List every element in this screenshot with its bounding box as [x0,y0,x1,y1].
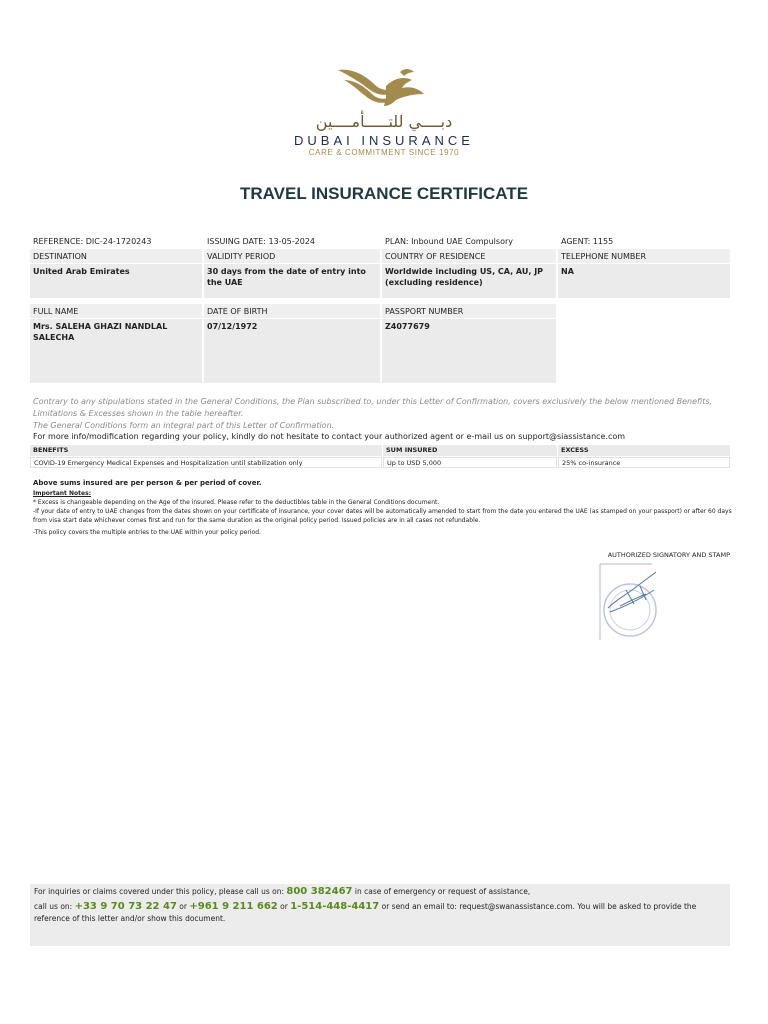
brand-name: DUBAI INSURANCE [294,133,474,148]
destination-value: United Arab Emirates [30,264,202,298]
disclaimer-contact: For more info/modification regarding your policy, kindly do not hesitate to contact your authorized agent or e-mail us on support@siassistance.com [33,432,626,441]
benefits-header: BENEFITS [30,445,382,456]
footer-line-1 [34,886,724,898]
footer-email-text: or send an email to: request@swanassistance.com. You will be asked to provide the reference of this letter and/or show this document. [34,902,697,923]
issuing-date: ISSUING DATE: 13-05-2024 [204,234,380,248]
footer-intro-text: For inquiries or claims covered under this policy, please call us on: [34,887,287,896]
footer-emergency-text: in case of emergency or request of assistance, [352,887,531,896]
validity-value: 30 days from the date of entry into the UAE [204,264,380,298]
passport-value: Z4077679 [382,319,556,383]
sums-insured-note: Above sums insured are per person & per period of cover. [33,479,262,487]
sum-insured-cell: Up to USD 5,000 [383,457,557,468]
phone-canada[interactable]: 1-514-448-4417 [290,901,380,912]
footer-contact-box [30,884,730,946]
agent: AGENT: 1155 [558,234,730,248]
dubai-insurance-falcon-logo [330,64,440,112]
telephone-label: TELEPHONE NUMBER [558,249,730,263]
dob-value: 07/12/1972 [204,319,380,383]
reference: REFERENCE: DIC-24-1720243 [30,234,202,248]
disclaimer-coverage: Contrary to any stipulations stated in the General Conditions, the Plan subscribed to, under this Letter of Confirmation, covers exclusively the below mentioned Benefits, Limitations & Excesses shown in the table hereafter. [33,397,713,418]
footer-or-text: or [277,902,291,911]
phone-lebanon[interactable]: +961 9 211 662 [189,901,278,912]
residence-value: Worldwide including US, CA, AU, JP (excluding residence) [382,264,556,298]
sum-insured-header: SUM INSURED [383,445,557,456]
disclaimer-general-conditions: The General Conditions form an integral part of this Letter of Confirmation. [33,421,335,430]
note-excess: * Excess is changeable depending on the Age of the insured. Please refer to the deductibles table in the General Conditions document. [33,499,440,506]
signatory-label: AUTHORIZED SIGNATORY AND STAMP [607,551,730,559]
note-entry-date: -If your date of entry to UAE changes from the dates shown on your certificate of insurance, your cover dates will be automatically amended to start from the date you entered the UAE (as stamped on your passport) or after 60 days from visa start date whichever comes first and run for the same duration as the original policy period. Issued policies are in all cases not refundable. [33,508,732,524]
signature-stamp [596,560,666,644]
phone-main[interactable]: 800 382467 [286,886,353,897]
document-title: TRAVEL INSURANCE CERTIFICATE [239,184,529,203]
dob-label: DATE OF BIRTH [204,304,380,318]
excess-cell: 25% co-insurance [558,457,730,468]
excess-header: EXCESS [558,445,730,456]
telephone-value: NA [558,264,730,298]
brand-tagline: CARE & COMMITMENT SINCE 1970 [308,148,460,157]
footer-or-text: or [176,902,190,911]
important-notes-heading: Important Notes: [33,490,92,497]
note-multiple-entries: -This policy covers the multiple entries to the UAE within your policy period. [33,529,261,536]
plan: PLAN: Inbound UAE Compulsory [382,234,556,248]
phone-france[interactable]: +33 9 70 73 22 47 [74,901,177,912]
fullname-value: Mrs. SALEHA GHAZI NANDLAL SALECHA [30,319,202,383]
destination-label: DESTINATION [30,249,202,263]
residence-label: COUNTRY OF RESIDENCE [382,249,556,263]
footer-call-text: call us on: [34,902,75,911]
benefit-cell: COVID-19 Emergency Medical Expenses and Hospitalization until stabilization only [30,457,382,468]
brand-arabic-name: دبــــي للتـــــأمــــين [315,112,453,131]
passport-label: PASSPORT NUMBER [382,304,556,318]
fullname-label: FULL NAME [30,304,202,318]
footer-line-2 [34,901,724,925]
validity-label: VALIDITY PERIOD [204,249,380,263]
